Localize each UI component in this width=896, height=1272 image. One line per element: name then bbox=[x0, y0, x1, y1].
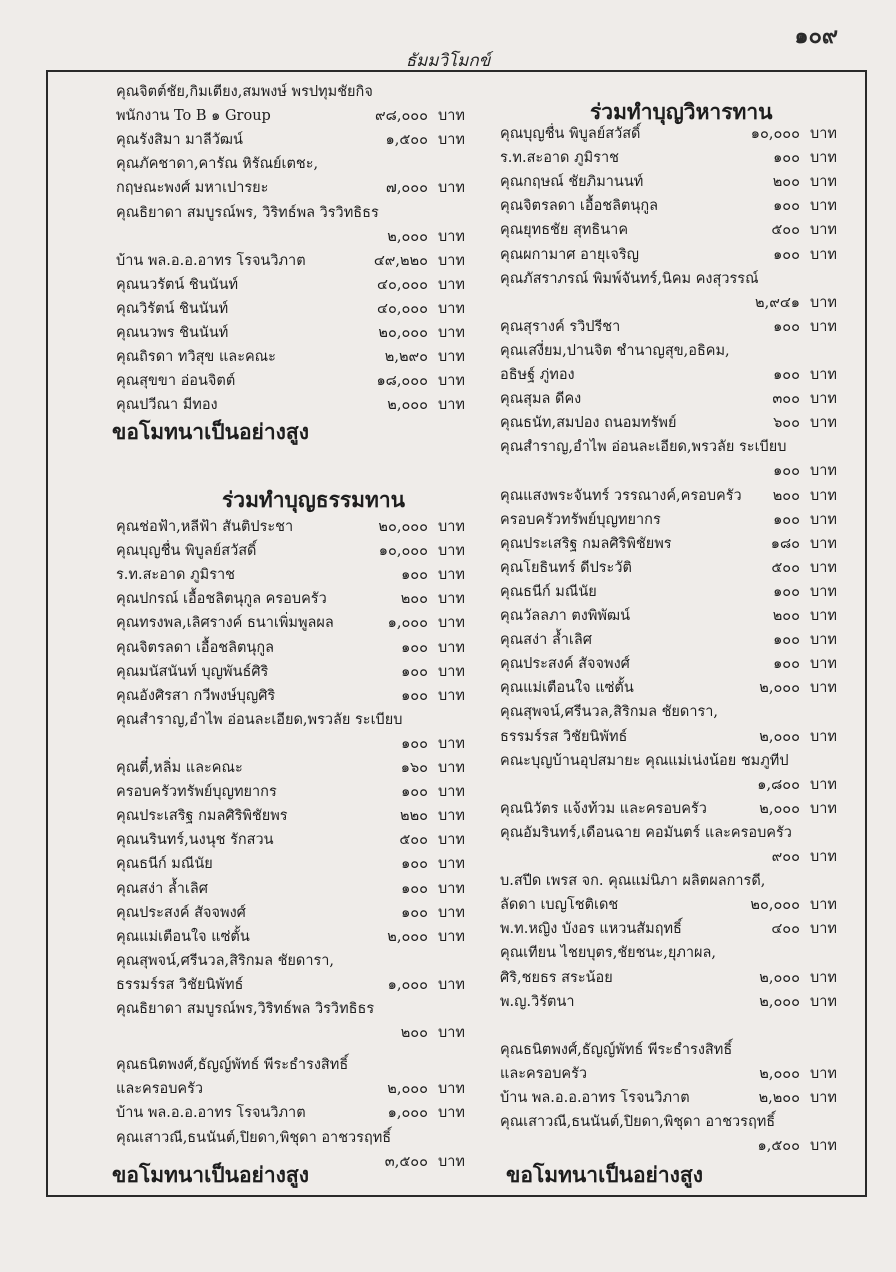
currency-unit: บาท bbox=[438, 615, 465, 632]
currency-unit: บาท bbox=[810, 174, 837, 191]
currency-unit: บาท bbox=[438, 349, 465, 366]
donor-entry bbox=[116, 176, 465, 200]
donor-name: คณะบุญบ้านอุปสมายะ คุณแม่เน่งน้อย ชมภูทีป bbox=[500, 752, 789, 769]
currency-unit: บาท bbox=[438, 228, 465, 245]
donor-name: คุณธนิตพงศ์,ธัญญ์พัทธ์ พีระธำรงสิทธิ์ bbox=[116, 1057, 349, 1074]
donor-name: คุณธนีก์ มณีนัย bbox=[116, 856, 213, 873]
currency-unit: บาท bbox=[438, 1105, 465, 1122]
donor-name: และครอบครัว bbox=[116, 1081, 204, 1098]
donor-name: คุณสำราญ,อำไพ อ่อนละเอียด,พรวลัย ระเบียบ bbox=[500, 439, 787, 456]
donation-amount: ๑,๐๐๐ bbox=[387, 615, 428, 632]
donor-name: คุณปกรณ์ เอื้อชลิตนุกูล ครอบครัว bbox=[116, 591, 327, 608]
currency-unit: บาท bbox=[438, 591, 465, 608]
donation-amount: ๔๐,๐๐๐ bbox=[377, 300, 428, 317]
donor-entry bbox=[116, 611, 465, 635]
donor-name: คุณถิรดา ทวิสุข และคณะ bbox=[116, 349, 276, 366]
donor-entry bbox=[500, 749, 864, 773]
currency-unit: บาท bbox=[438, 856, 465, 873]
donor-name: คุณสุพจน์,ศรีนวล,สิริกมล ชัยดารา, bbox=[116, 952, 335, 969]
currency-unit: บาท bbox=[810, 849, 837, 865]
donation-amount: ๒๐,๐๐๐ bbox=[750, 897, 800, 914]
donation-amount: ๒,๙๔๑ bbox=[755, 294, 800, 311]
donor-name: บ้าน พล.อ.อ.อาทร โรจนวิภาต bbox=[500, 1090, 690, 1106]
donor-name: คุณประสงค์ สัจจพงศ์ bbox=[500, 656, 630, 673]
donation-amount: ๑๐๐ bbox=[401, 567, 428, 584]
donor-entry bbox=[500, 1110, 864, 1134]
donor-entry bbox=[116, 756, 465, 780]
donor-entry bbox=[116, 152, 458, 176]
donor-name: ครอบครัวทรัพย์บุญทยากร bbox=[116, 784, 277, 801]
donor-name: คุณบุญชื่น พิบูลย์สวัสดิ์ bbox=[500, 126, 641, 142]
donor-name: คุณสง่า ล้ำเลิศ bbox=[116, 880, 208, 897]
donor-entry bbox=[116, 877, 465, 901]
donor-entry bbox=[500, 941, 864, 965]
page-number: ๑๐๙ bbox=[794, 23, 838, 49]
donor-name: ธรรมร์รส วิชัยนิพัทธ์ bbox=[500, 728, 628, 745]
currency-unit: บาท bbox=[810, 126, 837, 142]
donor-entry bbox=[116, 973, 465, 997]
donor-name: ร.ท.สะอาด ภูมิราช bbox=[500, 150, 619, 167]
donor-entry bbox=[116, 345, 465, 369]
donor-name: คุณยุทธชัย สุทธินาค bbox=[500, 222, 629, 239]
donor-entry bbox=[500, 556, 864, 580]
donor-entry bbox=[500, 1062, 864, 1086]
donation-amount: ๑๐๐ bbox=[773, 632, 800, 649]
donor-entry bbox=[500, 893, 864, 917]
donor-entry bbox=[116, 949, 458, 973]
currency-unit: บาท bbox=[438, 373, 465, 390]
donation-amount: ๑๐๐ bbox=[401, 735, 428, 752]
donation-amount: ๑๐๐ bbox=[401, 784, 428, 801]
currency-unit: บาท bbox=[810, 463, 837, 480]
donor-entry bbox=[116, 249, 465, 273]
donation-amount: ๑๐๐ bbox=[401, 663, 428, 680]
donor-entry bbox=[116, 660, 465, 684]
currency-unit: บาท bbox=[810, 921, 837, 938]
donation-amount: ๔๐๐ bbox=[771, 921, 800, 938]
currency-unit: บาท bbox=[810, 367, 837, 383]
donor-entry bbox=[116, 684, 465, 708]
donation-amount: ๒๐๐ bbox=[772, 608, 800, 624]
donor-name: ธรรมร์รส วิชัยนิพัทธ์ bbox=[116, 976, 244, 993]
donor-entry bbox=[500, 580, 864, 604]
currency-unit: บาท bbox=[438, 543, 465, 560]
currency-unit: บาท bbox=[810, 246, 837, 263]
currency-unit: บาท bbox=[438, 1025, 465, 1042]
donor-entry bbox=[116, 997, 458, 1021]
donor-entry bbox=[500, 966, 864, 990]
currency-unit: บาท bbox=[438, 1081, 465, 1098]
donor-name: คุณจิตรลดา เอื้อชลิตนุกูล bbox=[116, 639, 274, 656]
donor-entry bbox=[500, 387, 864, 411]
donation-amount: ๑,๐๐๐ bbox=[387, 1105, 428, 1122]
donor-entry bbox=[500, 604, 864, 628]
donor-name: พ.ญ.วิรัตนา bbox=[500, 993, 575, 1010]
content-frame bbox=[46, 70, 867, 1197]
donor-name: คุณรังสิมา มาลีวัฒน์ bbox=[116, 132, 243, 149]
donation-amount: ๑,๕๐๐ bbox=[385, 132, 428, 149]
donation-amount: ๒๒๐ bbox=[400, 808, 428, 825]
currency-unit: บาท bbox=[438, 687, 465, 704]
donor-name: คุณโยธินทร์ ดีประวัติ bbox=[500, 559, 632, 576]
donor-name: คุณแสงพระจันทร์ วรรณางค์,ครอบครัว bbox=[500, 487, 742, 504]
currency-unit: บาท bbox=[810, 993, 837, 1010]
currency-unit: บาท bbox=[810, 150, 837, 167]
donation-amount: ๑๐๐ bbox=[401, 639, 428, 656]
donor-name: คุณสุรางค์ รวิปรีชา bbox=[500, 318, 621, 335]
donor-name: คุณวัลลภา ตงพิพัฒน์ bbox=[500, 608, 630, 624]
donation-amount: ๔๐,๐๐๐ bbox=[377, 276, 428, 293]
donor-entry bbox=[116, 273, 465, 297]
donation-amount: ๒,๐๐๐ bbox=[387, 228, 428, 245]
donor-entry bbox=[500, 773, 864, 797]
donation-amount: ๒,๒๙๐ bbox=[384, 349, 428, 366]
donor-name: อธิษฐ์ ภู่ทอง bbox=[500, 367, 575, 383]
donation-amount: ๙๐๐ bbox=[771, 849, 800, 865]
currency-unit: บาท bbox=[810, 318, 837, 335]
currency-unit: บาท bbox=[810, 608, 837, 624]
donor-name: คุณช่อฟ้า,หลีฟ้า สันติประชา bbox=[116, 519, 294, 535]
donation-amount: ๑๐๐ bbox=[773, 246, 800, 263]
donation-amount: ๒๐,๐๐๐ bbox=[378, 325, 428, 341]
currency-unit: บาท bbox=[810, 897, 837, 914]
donor-entry bbox=[116, 393, 465, 417]
donation-amount: ๒๐๐ bbox=[400, 1025, 428, 1042]
donor-name: คุณบุญชื่น พิบูลย์สวัสดิ์ bbox=[116, 543, 257, 560]
donor-entry bbox=[500, 218, 864, 242]
currency-unit: บาท bbox=[438, 567, 465, 584]
donation-amount: ๒๐๐ bbox=[400, 591, 428, 608]
donor-name: คุณสุขขา อ่อนจิตต์ bbox=[116, 373, 236, 390]
donor-entry bbox=[500, 628, 864, 652]
donor-name: คุณเสาวณี,ธนนันต์,ปิยดา,พิชุดา อาชวรฤทธิ์ bbox=[500, 1114, 776, 1131]
currency-unit: บาท bbox=[810, 583, 837, 600]
donor-name: คุณภัสราภรณ์ พิมพ์จันทร์,นิคม คงสุวรรณ์ bbox=[500, 270, 759, 287]
donor-entry bbox=[500, 508, 864, 532]
donor-entry bbox=[500, 797, 864, 821]
donor-entry bbox=[116, 708, 458, 732]
donation-amount: ๑๘,๐๐๐ bbox=[376, 373, 428, 390]
donor-entry bbox=[500, 917, 864, 941]
donation-amount: ๒๐๐ bbox=[772, 487, 800, 504]
donor-name: คุณธนีก์ มณีนัย bbox=[500, 583, 597, 600]
currency-unit: บาท bbox=[810, 1138, 837, 1155]
currency-unit: บาท bbox=[810, 222, 837, 239]
donation-amount: ๑๐,๐๐๐ bbox=[378, 543, 428, 560]
currency-unit: บาท bbox=[810, 535, 837, 552]
donor-name: คุณนรินทร์,นงนุช รักสวน bbox=[116, 832, 274, 849]
donor-name: คุณสง่า ล้ำเลิศ bbox=[500, 632, 592, 649]
donor-entry bbox=[116, 104, 465, 128]
donor-name: คุณแม่เตือนใจ แซ่ตั้น bbox=[500, 680, 634, 697]
donor-name: คุณภัคชาดา,คารัณ หิรัณย์เตชะ, bbox=[116, 156, 319, 173]
donor-name: คุณสุมล ดีคง bbox=[500, 391, 582, 408]
donor-name: คุณมนัสนันท์ บุญพันธ์ศิริ bbox=[116, 663, 269, 680]
donation-amount: ๑๐๐ bbox=[401, 904, 428, 921]
donor-entry bbox=[116, 297, 465, 321]
currency-unit: บาท bbox=[438, 663, 465, 680]
donation-amount: ๑๐๐ bbox=[773, 318, 800, 335]
currency-unit: บาท bbox=[438, 397, 465, 414]
donation-amount: ๔๙,๒๒๐ bbox=[373, 252, 428, 269]
donor-name: คุณจิตรลดา เอื้อชลิตนุกูล bbox=[500, 198, 658, 215]
donor-name: คุณอัมรินทร์,เดือนฉาย คอมันตร์ และครอบครัว bbox=[500, 824, 792, 841]
donation-amount: ๒,๐๐๐ bbox=[387, 1081, 428, 1098]
currency-unit: บาท bbox=[438, 639, 465, 656]
currency-unit: บาท bbox=[810, 559, 837, 576]
currency-unit: บาท bbox=[438, 808, 465, 825]
donor-name: ศิริ,ชยธร สระน้อย bbox=[500, 969, 613, 986]
currency-unit: บาท bbox=[810, 294, 837, 311]
donation-amount: ๒,๐๐๐ bbox=[759, 680, 800, 697]
donor-entry bbox=[116, 780, 465, 804]
donation-amount: ๑๐๐ bbox=[773, 656, 800, 673]
donation-amount: ๕๐๐ bbox=[399, 832, 428, 849]
donor-entry bbox=[116, 539, 465, 563]
donor-name: คุณจิตต์ชัย,กิมเตียง,สมพงษ์ พรปทุมชัยกิจ bbox=[116, 84, 373, 100]
donor-entry bbox=[116, 1101, 465, 1125]
donation-amount: ๒๐๐ bbox=[772, 174, 800, 191]
donor-name: คุณตี๋,หลิ่ม และคณะ bbox=[116, 760, 243, 776]
donation-amount: ๒,๐๐๐ bbox=[387, 397, 428, 414]
donor-entry bbox=[116, 804, 465, 828]
donation-amount: ๑๐,๐๐๐ bbox=[750, 126, 800, 142]
donor-entry bbox=[116, 1053, 458, 1077]
donor-name: คุณนวรัตน์ ชินนันท์ bbox=[116, 276, 239, 293]
donor-name: คุณเสาวณี,ธนนันต์,ปิยดา,พิชุดา อาชวรฤทธิ์ bbox=[116, 1129, 392, 1146]
header-title: ธัมมวิโมกข์ bbox=[405, 51, 491, 71]
donor-entry bbox=[116, 225, 465, 249]
section-heading-dhamma: ร่วมทำบุญธรรมทาน bbox=[222, 487, 405, 512]
donation-amount: ๑๖๐ bbox=[400, 760, 428, 776]
donor-entry bbox=[500, 411, 864, 435]
donor-entry bbox=[116, 201, 458, 225]
donor-entry bbox=[116, 901, 465, 925]
donation-amount: ๓,๕๐๐ bbox=[384, 1153, 428, 1170]
donation-amount: ๗,๐๐๐ bbox=[385, 180, 428, 197]
donor-entry bbox=[500, 459, 864, 483]
currency-unit: บาท bbox=[810, 487, 837, 504]
donor-name: ร.ท.สะอาด ภูมิราช bbox=[116, 567, 235, 584]
donation-amount: ๑๐๐ bbox=[401, 856, 428, 873]
donor-entry bbox=[116, 1021, 465, 1045]
donor-name: คุณธิยาดา สมบูรณ์พร,วิริทธ์พล วิรวิทธิธร bbox=[116, 1001, 375, 1017]
donor-entry bbox=[116, 80, 458, 104]
donation-amount: ๑๐๐ bbox=[773, 198, 800, 215]
donation-amount: ๕๐๐ bbox=[771, 222, 800, 239]
currency-unit: บาท bbox=[438, 132, 465, 149]
donor-name: คุณวิรัตน์ ชินนันท์ bbox=[116, 300, 229, 317]
donor-name: คุณธิยาดา สมบูรณ์พร, วิริทธ์พล วิรวิทธิธร bbox=[116, 204, 379, 221]
currency-unit: บาท bbox=[438, 760, 465, 776]
currency-unit: บาท bbox=[438, 976, 465, 993]
donor-name: คุณกฤษณ์ ชัยภิมานนท์ bbox=[500, 174, 644, 191]
donation-amount: ๒,๐๐๐ bbox=[759, 993, 800, 1010]
currency-unit: บาท bbox=[438, 519, 465, 535]
donation-amount: ๑,๐๐๐ bbox=[387, 976, 428, 993]
donation-amount: ๑๐๐ bbox=[401, 687, 428, 704]
donor-entry bbox=[116, 321, 465, 345]
donation-amount: ๒,๐๐๐ bbox=[759, 1065, 800, 1082]
donor-entry bbox=[116, 636, 465, 660]
closing-phrase: ขอโมทนาเป็นอย่างสูง bbox=[112, 419, 309, 444]
donor-entry bbox=[116, 563, 465, 587]
donation-amount: ๑๐๐ bbox=[773, 583, 800, 600]
currency-unit: บาท bbox=[810, 1090, 837, 1106]
currency-unit: บาท bbox=[438, 1153, 465, 1170]
donor-entry bbox=[500, 435, 864, 459]
donor-name: บ้าน พล.อ.อ.อาทร โรจนวิภาต bbox=[116, 252, 306, 269]
donor-name: คุณธนัท,สมปอง ถนอมทรัพย์ bbox=[500, 415, 677, 432]
donor-entry bbox=[500, 1014, 864, 1038]
currency-unit: บาท bbox=[438, 735, 465, 752]
currency-unit: บาท bbox=[438, 180, 465, 197]
donation-amount: ๒,๐๐๐ bbox=[759, 969, 800, 986]
donor-entry bbox=[500, 146, 864, 170]
donor-entry bbox=[500, 243, 864, 267]
donor-entry bbox=[116, 925, 465, 949]
donor-name: คุณประเสริฐ กมลศิริพิชัยพร bbox=[116, 808, 288, 825]
donation-amount: ๑๐๐ bbox=[773, 150, 800, 167]
currency-unit: บาท bbox=[810, 969, 837, 986]
currency-unit: บาท bbox=[810, 776, 837, 793]
donor-entry bbox=[500, 652, 864, 676]
donor-entry bbox=[500, 194, 864, 218]
donation-amount: ๒,๐๐๐ bbox=[387, 928, 428, 945]
donor-name: พ.ท.หญิง บังอร แหวนสัมฤทธิ์ bbox=[500, 921, 682, 938]
currency-unit: บาท bbox=[810, 632, 837, 649]
donor-name: ครอบครัวทรัพย์บุญทยากร bbox=[500, 511, 661, 528]
donor-name: บ.สปีด เพรส จก. คุณแม่นิภา ผลิตผลการดี, bbox=[500, 873, 766, 890]
donor-entry bbox=[500, 315, 864, 339]
donor-name: คุณธนิตพงศ์,ธัญญ์พัทธ์ พีระธำรงสิทธิ์ bbox=[500, 1041, 733, 1058]
donor-entry bbox=[116, 852, 465, 876]
currency-unit: บาท bbox=[438, 928, 465, 945]
currency-unit: บาท bbox=[438, 880, 465, 897]
donor-name: คุณเทียน ไชยบุตร,ชัยชนะ,ยุภาผล, bbox=[500, 945, 717, 962]
donation-amount: ๑๘๐ bbox=[770, 535, 800, 552]
donor-name: คุณนิวัตร แจ้งท้วม และครอบครัว bbox=[500, 800, 707, 817]
donor-entry bbox=[500, 869, 864, 893]
currency-unit: บาท bbox=[438, 108, 465, 125]
donation-amount: ๕๐๐ bbox=[771, 559, 800, 576]
currency-unit: บาท bbox=[810, 800, 837, 817]
donor-name: คุณปวีณา มีทอง bbox=[116, 397, 218, 414]
donor-entry bbox=[116, 515, 465, 539]
donor-name: คุณสุพจน์,ศรีนวล,สิริกมล ชัยดารา, bbox=[500, 704, 719, 721]
donor-entry bbox=[500, 676, 864, 700]
donation-amount: ๒,๐๐๐ bbox=[759, 800, 800, 817]
donor-entry bbox=[500, 990, 864, 1014]
donor-name: คุณแม่เตือนใจ แซ่ตั้น bbox=[116, 928, 250, 945]
currency-unit: บาท bbox=[810, 391, 837, 408]
donor-name: บ้าน พล.อ.อ.อาทร โรจนวิภาต bbox=[116, 1105, 306, 1122]
donor-entry bbox=[116, 1126, 458, 1150]
donor-entry bbox=[500, 363, 864, 387]
closing-phrase: ขอโมทนาเป็นอย่างสูง bbox=[112, 1162, 309, 1187]
donor-entry bbox=[500, 1086, 864, 1110]
donor-name: คุณนวพร ชินนันท์ bbox=[116, 325, 229, 341]
donor-entry bbox=[500, 267, 864, 291]
currency-unit: บาท bbox=[438, 784, 465, 801]
currency-unit: บาท bbox=[438, 300, 465, 317]
currency-unit: บาท bbox=[810, 198, 837, 215]
donor-name: และครอบครัว bbox=[500, 1065, 588, 1082]
donor-entry bbox=[500, 122, 864, 146]
donation-amount: ๒๐,๐๐๐ bbox=[378, 519, 428, 535]
donor-entry bbox=[500, 291, 864, 315]
donor-entry bbox=[116, 128, 465, 152]
currency-unit: บาท bbox=[810, 415, 837, 432]
donor-name: คุณอังศิรสา กวีพงษ์บุญศิริ bbox=[116, 687, 276, 704]
currency-unit: บาท bbox=[810, 728, 837, 745]
donor-entry bbox=[116, 1077, 465, 1101]
donation-amount: ๒,๒๐๐ bbox=[758, 1090, 800, 1106]
donor-entry bbox=[500, 700, 864, 724]
donor-entry bbox=[500, 532, 864, 556]
currency-unit: บาท bbox=[810, 656, 837, 673]
donor-name: คุณทรงพล,เลิศรางค์ ธนาเพิ่มพูลผล bbox=[116, 615, 334, 632]
donor-name: ลัดดา เบญโชติเดช bbox=[500, 897, 619, 914]
donation-amount: ๑๐๐ bbox=[401, 880, 428, 897]
currency-unit: บาท bbox=[438, 904, 465, 921]
donor-entry bbox=[500, 1038, 864, 1062]
donor-entry bbox=[500, 170, 864, 194]
donation-amount: ๙๘,๐๐๐ bbox=[375, 108, 428, 125]
donor-name: คุณสำราญ,อำไพ อ่อนละเอียด,พรวลัย ระเบียบ bbox=[116, 711, 403, 728]
donor-name: คุณผกามาศ อายุเจริญ bbox=[500, 246, 640, 263]
donor-name: คุณประเสริฐ กมลศิริพิชัยพร bbox=[500, 535, 672, 552]
currency-unit: บาท bbox=[810, 680, 837, 697]
donor-entry bbox=[116, 587, 465, 611]
currency-unit: บาท bbox=[438, 276, 465, 293]
donor-name: คุณเสงี่ยม,ปานจิต ชำนาญสุข,อธิคม, bbox=[500, 342, 730, 359]
donor-entry bbox=[500, 1134, 864, 1158]
donation-amount: ๑๐๐ bbox=[773, 511, 800, 528]
donation-amount: ๑๐๐ bbox=[773, 367, 800, 383]
currency-unit: บาท bbox=[438, 252, 465, 269]
donor-entry bbox=[500, 725, 864, 749]
closing-phrase: ขอโมทนาเป็นอย่างสูง bbox=[506, 1162, 703, 1187]
donor-name: กฤษณะพงศ์ มหาเปารยะ bbox=[116, 180, 269, 197]
donation-amount: ๒,๐๐๐ bbox=[759, 728, 800, 745]
donor-entry bbox=[500, 845, 864, 869]
donor-entry bbox=[116, 828, 465, 852]
donation-amount: ๑,๕๐๐ bbox=[757, 1138, 800, 1155]
currency-unit: บาท bbox=[438, 832, 465, 849]
donor-name: พนักงาน To B ๑ Group bbox=[116, 108, 271, 125]
donation-amount: ๑,๘๐๐ bbox=[757, 776, 800, 793]
donation-amount: ๖๐๐ bbox=[773, 415, 800, 432]
donor-entry bbox=[500, 484, 864, 508]
donor-entry bbox=[500, 821, 864, 845]
currency-unit: บาท bbox=[810, 1065, 837, 1082]
currency-unit: บาท bbox=[810, 511, 837, 528]
donor-entry bbox=[116, 369, 465, 393]
donation-amount: ๓๐๐ bbox=[772, 391, 800, 408]
donation-amount: ๑๐๐ bbox=[773, 463, 800, 480]
currency-unit: บาท bbox=[438, 325, 465, 341]
donor-name: คุณประสงค์ สัจจพงศ์ bbox=[116, 904, 246, 921]
donor-entry bbox=[116, 732, 465, 756]
section-heading-vihara: ร่วมทำบุญวิหารทาน bbox=[590, 99, 773, 124]
donor-entry bbox=[500, 339, 864, 363]
